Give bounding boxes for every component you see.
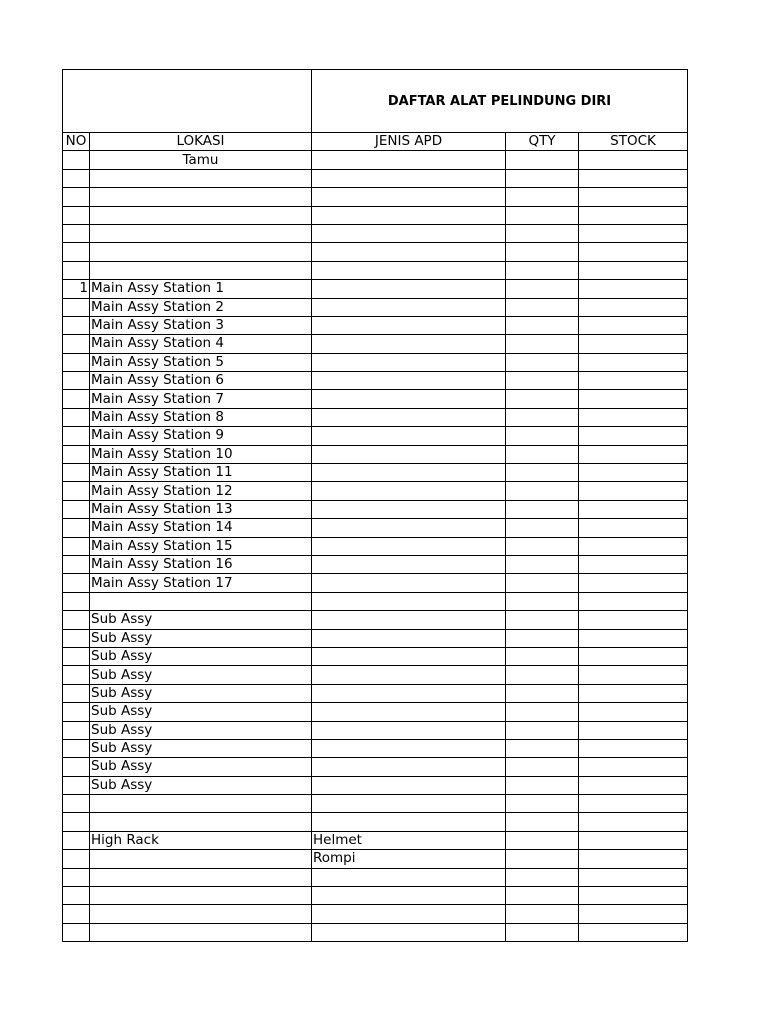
cell-lokasi[interactable]: Main Assy Station 2 [90,298,312,316]
table-row [63,684,688,702]
cell-jenis-apd[interactable] [312,188,506,206]
cell-jenis-apd[interactable] [312,427,506,445]
table-row [63,390,688,408]
cell-stock[interactable] [579,390,688,408]
cell-stock[interactable] [579,758,688,776]
header-jenis-apd[interactable]: JENIS APD [312,133,506,151]
table-row [63,261,688,279]
cell-qty[interactable] [506,703,579,721]
cell-stock[interactable] [579,574,688,592]
cell-jenis-apd[interactable] [312,464,506,482]
cell-qty[interactable] [506,923,579,941]
title-row [63,70,688,133]
cell-no[interactable] [63,923,90,941]
cell-jenis-apd[interactable] [312,776,506,794]
cell-no[interactable] [63,390,90,408]
table-row [63,887,688,905]
cell-lokasi[interactable]: Sub Assy [90,684,312,702]
cell-jenis-apd[interactable] [312,684,506,702]
cell-lokasi[interactable] [90,243,312,261]
cell-no[interactable] [63,151,90,169]
cell-jenis-apd[interactable] [312,758,506,776]
cell-jenis-apd[interactable] [312,298,506,316]
table-row [63,335,688,353]
cell-no[interactable] [63,482,90,500]
cell-lokasi[interactable]: Sub Assy [90,647,312,665]
cell-jenis-apd[interactable] [312,592,506,610]
header-no[interactable]: NO [63,133,90,151]
cell-jenis-apd[interactable] [312,887,506,905]
cell-qty[interactable] [506,390,579,408]
cell-jenis-apd[interactable] [312,813,506,831]
table-row [63,758,688,776]
cell-no[interactable] [63,592,90,610]
cell-lokasi[interactable]: Main Assy Station 1 [90,280,312,298]
table-row [63,519,688,537]
cell-lokasi[interactable] [90,592,312,610]
cell-qty[interactable] [506,611,579,629]
cell-lokasi[interactable]: Sub Assy [90,739,312,757]
cell-stock[interactable] [579,684,688,702]
apd-table [62,69,688,942]
cell-no[interactable] [63,224,90,242]
cell-jenis-apd[interactable] [312,390,506,408]
cell-stock[interactable] [579,206,688,224]
table-row [63,795,688,813]
cell-qty[interactable] [506,353,579,371]
cell-stock[interactable] [579,868,688,886]
table-row [63,188,688,206]
header-stock[interactable]: STOCK [579,133,688,151]
cell-lokasi[interactable] [90,850,312,868]
cell-lokasi[interactable] [90,868,312,886]
cell-qty[interactable] [506,482,579,500]
cell-lokasi[interactable] [90,887,312,905]
cell-jenis-apd[interactable] [312,353,506,371]
cell-jenis-apd[interactable] [312,408,506,426]
cell-no[interactable] [63,261,90,279]
cell-jenis-apd[interactable] [312,703,506,721]
cell-qty[interactable] [506,647,579,665]
table-row [63,372,688,390]
cell-jenis-apd[interactable]: Helmet [312,831,506,849]
cell-lokasi[interactable] [90,923,312,941]
cell-qty[interactable] [506,500,579,518]
cell-stock[interactable] [579,482,688,500]
cell-lokasi[interactable]: Main Assy Station 8 [90,408,312,426]
cell-qty[interactable] [506,666,579,684]
cell-jenis-apd[interactable] [312,316,506,334]
cell-lokasi[interactable]: Main Assy Station 16 [90,555,312,573]
cell-no[interactable] [63,868,90,886]
cell-stock[interactable] [579,850,688,868]
cell-jenis-apd[interactable] [312,151,506,169]
table-row [63,574,688,592]
cell-lokasi[interactable] [90,905,312,923]
cell-qty[interactable] [506,316,579,334]
table-row [63,629,688,647]
cell-stock[interactable] [579,261,688,279]
cell-stock[interactable] [579,592,688,610]
cell-no[interactable] [63,464,90,482]
cell-jenis-apd[interactable] [312,169,506,187]
cell-jenis-apd[interactable] [312,905,506,923]
cell-jenis-apd[interactable] [312,243,506,261]
table-row [63,537,688,555]
header-qty[interactable]: QTY [506,133,579,151]
cell-jenis-apd[interactable] [312,611,506,629]
cell-qty[interactable] [506,739,579,757]
table-row [63,555,688,573]
cell-stock[interactable] [579,335,688,353]
cell-no[interactable] [63,574,90,592]
cell-stock[interactable] [579,500,688,518]
cell-stock[interactable] [579,519,688,537]
cell-stock[interactable] [579,905,688,923]
cell-stock[interactable] [579,224,688,242]
cell-jenis-apd[interactable] [312,629,506,647]
cell-no[interactable] [63,243,90,261]
table-row [63,445,688,463]
cell-lokasi[interactable]: Sub Assy [90,666,312,684]
cell-jenis-apd[interactable] [312,868,506,886]
cell-lokasi[interactable] [90,188,312,206]
cell-no[interactable] [63,169,90,187]
cell-qty[interactable] [506,335,579,353]
cell-qty[interactable] [506,684,579,702]
cell-jenis-apd[interactable] [312,519,506,537]
cell-no[interactable] [63,795,90,813]
cell-lokasi[interactable] [90,795,312,813]
cell-stock[interactable] [579,703,688,721]
cell-no[interactable] [63,188,90,206]
table-row [63,666,688,684]
cell-lokasi[interactable]: Sub Assy [90,629,312,647]
cell-qty[interactable] [506,427,579,445]
cell-lokasi[interactable]: Main Assy Station 13 [90,500,312,518]
cell-lokasi[interactable]: Main Assy Station 10 [90,445,312,463]
cell-jenis-apd[interactable] [312,372,506,390]
cell-qty[interactable] [506,629,579,647]
table-row [63,776,688,794]
table-row [63,206,688,224]
cell-jenis-apd[interactable] [312,721,506,739]
cell-qty[interactable] [506,261,579,279]
cell-lokasi[interactable]: Main Assy Station 6 [90,372,312,390]
table-row [63,224,688,242]
cell-qty[interactable] [506,887,579,905]
cell-no[interactable] [63,739,90,757]
table-row [63,592,688,610]
cell-no[interactable] [63,206,90,224]
cell-qty[interactable] [506,372,579,390]
cell-stock[interactable] [579,887,688,905]
cell-no[interactable] [63,372,90,390]
cell-qty[interactable] [506,408,579,426]
table-row [63,316,688,334]
cell-no[interactable] [63,887,90,905]
cell-qty[interactable] [506,243,579,261]
cell-jenis-apd[interactable] [312,261,506,279]
cell-lokasi[interactable]: Main Assy Station 14 [90,519,312,537]
table-row [63,151,688,169]
table-row [63,813,688,831]
cell-no[interactable] [63,555,90,573]
title-blank-cell[interactable] [63,70,312,133]
table-row [63,482,688,500]
cell-lokasi[interactable]: Tamu [90,151,312,169]
table-row [63,500,688,518]
cell-jenis-apd[interactable] [312,795,506,813]
cell-no[interactable] [63,850,90,868]
cell-lokasi[interactable]: Main Assy Station 9 [90,427,312,445]
cell-qty[interactable] [506,555,579,573]
table-row [63,703,688,721]
cell-lokasi[interactable]: Main Assy Station 11 [90,464,312,482]
table-row [63,850,688,868]
cell-no[interactable] [63,353,90,371]
cell-stock[interactable] [579,647,688,665]
cell-no[interactable] [63,316,90,334]
cell-lokasi[interactable]: Sub Assy [90,758,312,776]
cell-lokasi[interactable] [90,261,312,279]
cell-jenis-apd[interactable] [312,206,506,224]
table-row [63,739,688,757]
cell-stock[interactable] [579,776,688,794]
cell-no[interactable]: 1 [63,280,90,298]
cell-stock[interactable] [579,739,688,757]
cell-lokasi[interactable]: Main Assy Station 5 [90,353,312,371]
cell-lokasi[interactable]: Main Assy Station 17 [90,574,312,592]
cell-no[interactable] [63,813,90,831]
cell-qty[interactable] [506,151,579,169]
cell-lokasi[interactable]: Sub Assy [90,611,312,629]
cell-jenis-apd[interactable] [312,555,506,573]
cell-stock[interactable] [579,813,688,831]
cell-jenis-apd[interactable] [312,335,506,353]
cell-stock[interactable] [579,372,688,390]
page-title: DAFTAR ALAT PELINDUNG DIRI [312,70,688,133]
cell-no[interactable] [63,519,90,537]
cell-lokasi[interactable]: Main Assy Station 12 [90,482,312,500]
cell-stock[interactable] [579,537,688,555]
header-lokasi[interactable]: LOKASI [90,133,312,151]
table-body [63,70,688,942]
cell-jenis-apd[interactable]: Rompi [312,850,506,868]
cell-qty[interactable] [506,776,579,794]
cell-stock[interactable] [579,666,688,684]
cell-qty[interactable] [506,464,579,482]
cell-stock[interactable] [579,611,688,629]
table-row [63,647,688,665]
cell-stock[interactable] [579,629,688,647]
cell-stock[interactable] [579,298,688,316]
cell-jenis-apd[interactable] [312,280,506,298]
cell-qty[interactable] [506,206,579,224]
cell-no[interactable] [63,831,90,849]
table-row [63,353,688,371]
cell-no[interactable] [63,776,90,794]
cell-no[interactable] [63,500,90,518]
cell-qty[interactable] [506,169,579,187]
cell-stock[interactable] [579,795,688,813]
cell-stock[interactable] [579,280,688,298]
table-row [63,243,688,261]
table-row [63,464,688,482]
cell-qty[interactable] [506,795,579,813]
cell-lokasi[interactable] [90,224,312,242]
cell-stock[interactable] [579,243,688,261]
header-row [63,133,688,151]
cell-jenis-apd[interactable] [312,445,506,463]
cell-qty[interactable] [506,868,579,886]
cell-jenis-apd[interactable] [312,500,506,518]
cell-no[interactable] [63,445,90,463]
cell-lokasi[interactable] [90,813,312,831]
table-row [63,905,688,923]
cell-no[interactable] [63,427,90,445]
cell-lokasi[interactable]: High Rack [90,831,312,849]
cell-no[interactable] [63,335,90,353]
cell-qty[interactable] [506,445,579,463]
cell-lokasi[interactable]: Sub Assy [90,703,312,721]
cell-jenis-apd[interactable] [312,666,506,684]
cell-no[interactable] [63,611,90,629]
cell-lokasi[interactable] [90,169,312,187]
table-row [63,169,688,187]
cell-qty[interactable] [506,813,579,831]
cell-no[interactable] [63,666,90,684]
cell-stock[interactable] [579,445,688,463]
cell-qty[interactable] [506,758,579,776]
cell-stock[interactable] [579,721,688,739]
cell-jenis-apd[interactable] [312,537,506,555]
cell-stock[interactable] [579,831,688,849]
cell-no[interactable] [63,684,90,702]
cell-qty[interactable] [506,721,579,739]
cell-stock[interactable] [579,169,688,187]
cell-stock[interactable] [579,151,688,169]
cell-qty[interactable] [506,537,579,555]
cell-no[interactable] [63,647,90,665]
cell-stock[interactable] [579,188,688,206]
table-row [63,298,688,316]
cell-no[interactable] [63,298,90,316]
cell-qty[interactable] [506,831,579,849]
cell-jenis-apd[interactable] [312,574,506,592]
table-row [63,427,688,445]
cell-no[interactable] [63,905,90,923]
cell-jenis-apd[interactable] [312,923,506,941]
cell-lokasi[interactable]: Sub Assy [90,721,312,739]
cell-no[interactable] [63,629,90,647]
table-row [63,923,688,941]
cell-qty[interactable] [506,188,579,206]
cell-jenis-apd[interactable] [312,482,506,500]
table-row [63,721,688,739]
table-row [63,831,688,849]
cell-no[interactable] [63,703,90,721]
cell-lokasi[interactable]: Main Assy Station 7 [90,390,312,408]
cell-qty[interactable] [506,280,579,298]
cell-stock[interactable] [579,923,688,941]
cell-stock[interactable] [579,555,688,573]
cell-no[interactable] [63,537,90,555]
cell-no[interactable] [63,721,90,739]
cell-lokasi[interactable] [90,206,312,224]
cell-qty[interactable] [506,850,579,868]
cell-jenis-apd[interactable] [312,647,506,665]
cell-lokasi[interactable]: Main Assy Station 3 [90,316,312,334]
cell-stock[interactable] [579,427,688,445]
cell-stock[interactable] [579,316,688,334]
cell-jenis-apd[interactable] [312,739,506,757]
table-row [63,280,688,298]
table-row [63,408,688,426]
cell-qty[interactable] [506,519,579,537]
table-row [63,611,688,629]
cell-qty[interactable] [506,905,579,923]
cell-lokasi[interactable]: Sub Assy [90,776,312,794]
table-row [63,868,688,886]
cell-lokasi[interactable]: Main Assy Station 4 [90,335,312,353]
cell-qty[interactable] [506,298,579,316]
cell-jenis-apd[interactable] [312,224,506,242]
cell-stock[interactable] [579,353,688,371]
cell-qty[interactable] [506,224,579,242]
cell-lokasi[interactable]: Main Assy Station 15 [90,537,312,555]
cell-no[interactable] [63,408,90,426]
cell-stock[interactable] [579,408,688,426]
cell-no[interactable] [63,758,90,776]
cell-stock[interactable] [579,464,688,482]
cell-qty[interactable] [506,592,579,610]
cell-qty[interactable] [506,574,579,592]
